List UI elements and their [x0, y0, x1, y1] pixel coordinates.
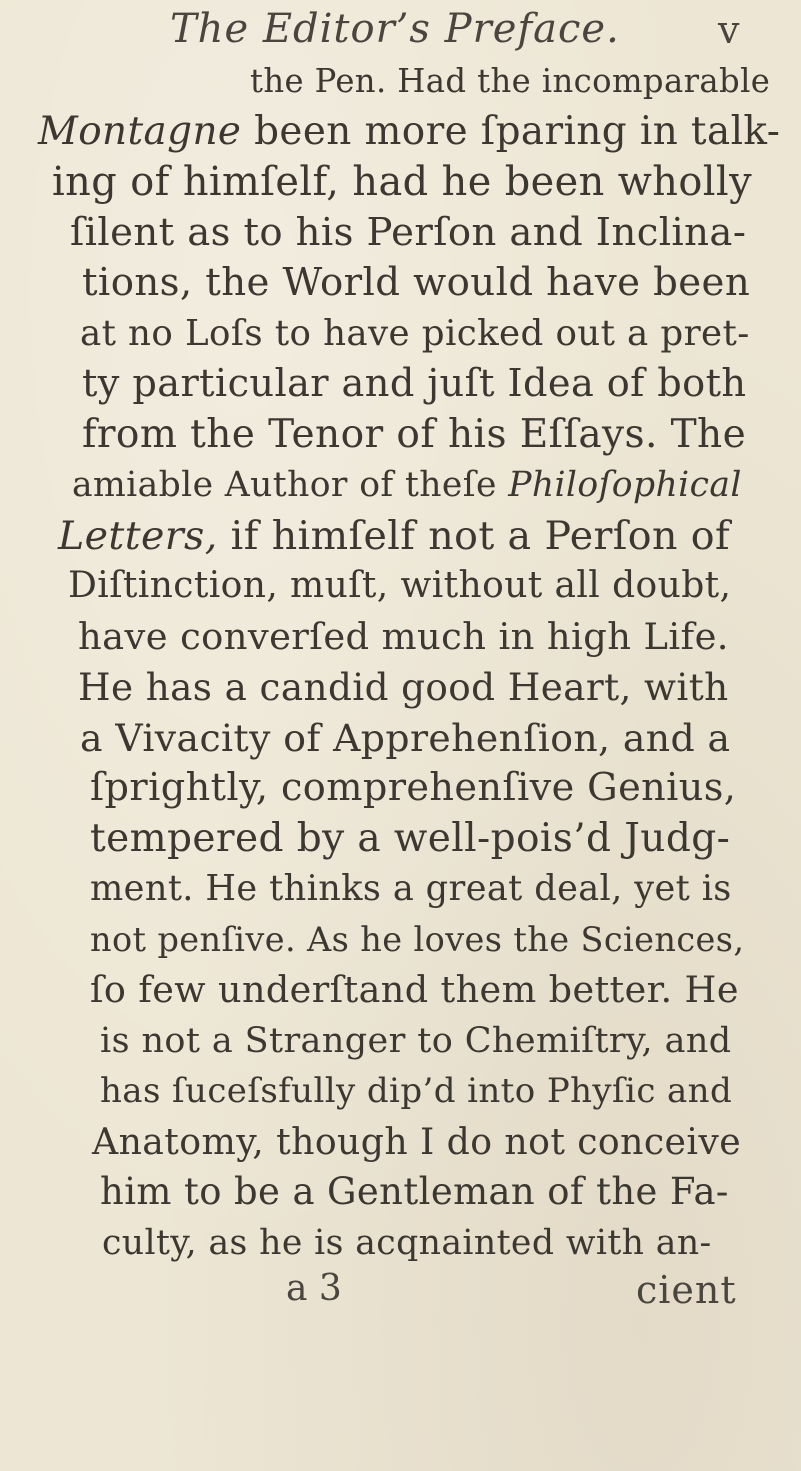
text-span: a Vivacity of Apprehenſion, and a: [80, 715, 731, 760]
italic-text: Philoſophical: [508, 465, 742, 505]
text-line: [82, 260, 750, 306]
text-line: [90, 917, 744, 963]
text-line: [58, 513, 730, 559]
text-line: [80, 311, 750, 357]
text-span: tions, the World would have been: [82, 260, 751, 305]
text-span: tempered by a well-pois’d Judg-: [90, 815, 731, 861]
text-span: culty, as he is acqnainted with an-: [102, 1222, 712, 1263]
text-line: [102, 1220, 712, 1266]
text-line: [68, 563, 731, 609]
text-line: [100, 1169, 729, 1215]
text-span: ing of himſelf, had he been wholly: [52, 159, 752, 205]
page-number: v: [718, 8, 740, 52]
text-span: Diſtinction, muſt, without all doubt,: [68, 565, 732, 606]
text-line: [82, 361, 746, 407]
text-span: from the Tenor of his Eſſays. The: [82, 411, 747, 457]
text-line: [100, 1018, 732, 1064]
text-span: the Pen. Had the incomparable: [250, 62, 771, 100]
text-span: him to be a Gentleman of the Fa-: [100, 1170, 729, 1213]
italic-text: Letters,: [58, 512, 218, 559]
catchline: [0, 1268, 801, 1318]
running-head: The Editor’s Preface.: [170, 6, 620, 52]
text-line: [90, 765, 736, 811]
text-span: if himſelf not a Perſon of: [217, 512, 731, 559]
text-line: [82, 412, 746, 458]
catchword: cient: [636, 1268, 737, 1312]
text-span: ſilent as to his Perſon and Inclina-: [70, 209, 747, 255]
text-line: [70, 210, 746, 256]
text-line: [90, 816, 730, 862]
text-span: amiable Author of theſe: [72, 465, 509, 505]
text-line: [250, 58, 770, 104]
text-span: is not a Stranger to Chemiſtry, and: [100, 1020, 732, 1061]
page-header: [0, 6, 801, 56]
text-line: [80, 715, 730, 761]
text-line: [38, 109, 780, 155]
text-span: He has a candid good Heart, with: [78, 665, 729, 709]
text-span: ſprightly, comprehenſive Genius,: [90, 766, 737, 810]
text-span: ment. He thinks a great deal, yet is: [90, 868, 732, 909]
text-span: ſo few underſtand them better. He: [90, 968, 739, 1011]
text-line: [100, 1068, 732, 1114]
text-line: [78, 614, 729, 660]
text-line: [72, 462, 742, 508]
text-span: ty particular and juſt Idea of both: [82, 361, 747, 406]
text-line: [92, 1119, 741, 1165]
text-span: Anatomy, though I do not conceive: [92, 1119, 742, 1163]
text-span: been more ſparing in talk-: [241, 108, 781, 154]
text-span: have converſed much in high Life.: [78, 614, 729, 658]
text-line: [78, 664, 729, 710]
signature-mark: a 3: [286, 1268, 342, 1309]
text-line: [90, 866, 732, 912]
italic-text: Montagne: [38, 108, 242, 154]
text-span: not penſive. As he loves the Sciences,: [90, 919, 745, 959]
text-line: [52, 159, 752, 205]
text-span: has ſuceſsfully dip’d into Phyſic and: [100, 1071, 733, 1111]
text-span: at no Loſs to have picked out a pret-: [80, 312, 750, 354]
text-line: [90, 967, 739, 1013]
